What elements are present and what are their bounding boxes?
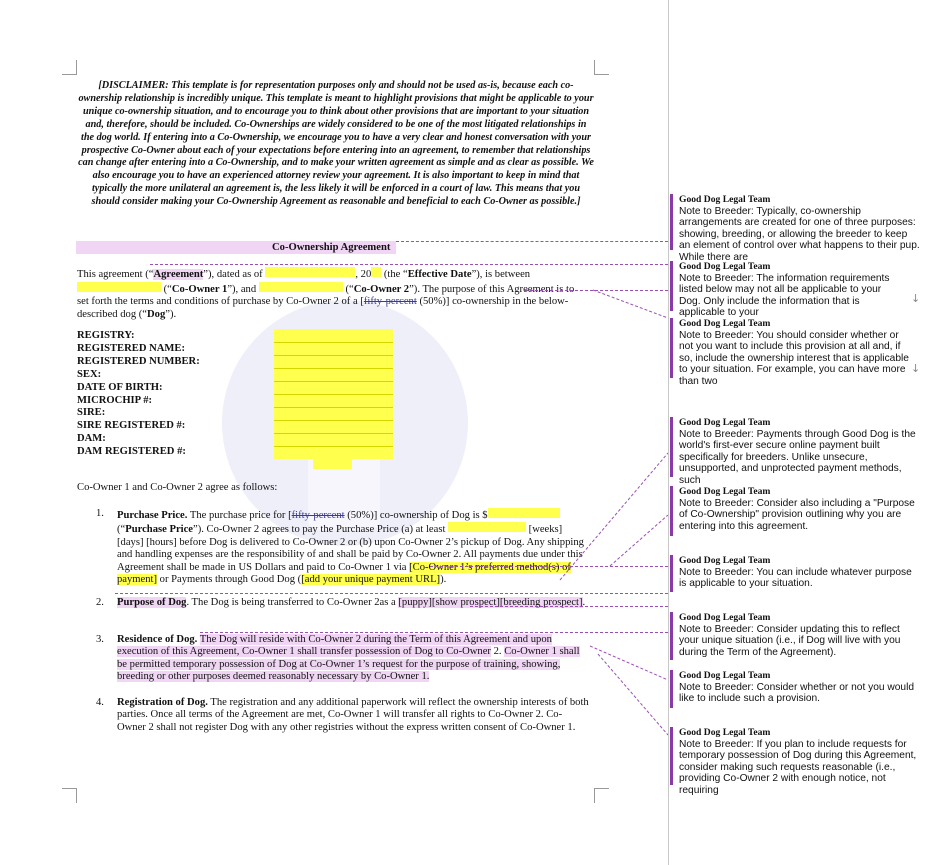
field-label: REGISTERED NAME: [77, 342, 186, 354]
comment-author: Good Dog Legal Team [679, 417, 771, 428]
comment-anchor-line [200, 632, 668, 633]
comment-anchor-line [525, 290, 668, 291]
comment-bar [670, 670, 673, 708]
comment-author: Good Dog Legal Team [679, 194, 771, 205]
comment-author: Good Dog Legal Team [679, 612, 771, 623]
comment-text: Note to Breeder: Payments through Good Dog is the world's first-ever secure online payment built specifically for breeders. Unlike unsecure, unsupported, and unprotected payment methods, such [679, 428, 916, 486]
item-number: 3. [96, 634, 104, 645]
comment-text: Note to Breeder: If you plan to include requests for temporary possession of Dog during this Agreement, consider making such requests reasonable (i.e., providing Co-Owner 2 with enough notice, not requiring [679, 738, 917, 796]
comment-text: Note to Breeder: Consider updating this to reflect your unique situation (i.e., if Dog will live with you during the Term of the Agreement). [679, 623, 901, 658]
comment-text: Note to Breeder: You can include whatever purpose is applicable to your situation. [679, 566, 912, 590]
crop-mark-bottom-right [594, 788, 609, 803]
comment-text: Note to Breeder: Typically, co-ownership arrangements are created for one of three purposes: showing, breeding, or allowing the breeder to keep an element of control over what happens to their pup. While there are [679, 205, 920, 263]
item-registration-of-dog[interactable]: Registration of Dog. The registration and any additional paperwork will reflect the ownership interests of both parties. Once all terms of the Agreement are met, Co-Owner 1 will transfer all rights to Co-Owner 2. Co-Owner 2 shall not register Dog with any other registries without the express written consent of Co-Owner 1. [117, 697, 589, 733]
comment-author: Good Dog Legal Team [679, 670, 771, 681]
comment-card[interactable] [679, 555, 921, 590]
field-label: DATE OF BIRTH: [77, 381, 163, 393]
comment-anchor-line [470, 606, 668, 607]
comment-bar [670, 727, 673, 785]
comment-text: Note to Breeder: You should consider whether or not you want to include this provision at all and, if so, include the ownership interest that is applicable to your situation. For example, you can have more than two [679, 329, 909, 387]
comment-anchor-line [396, 241, 668, 242]
comment-author: Good Dog Legal Team [679, 261, 771, 272]
comment-author: Good Dog Legal Team [679, 555, 771, 566]
comment-bar [670, 612, 673, 660]
comment-text: Note to Breeder: The information requirements listed below may not all be applicable to your Dog. Only include the information that is applicable to your [679, 272, 890, 319]
comment-card[interactable] [679, 194, 921, 263]
intro-paragraph[interactable]: This agreement (“Agreement”), dated as of , 20 (the “Effective Date”), is between (“Co-Owner 1”), and (“Co-Owner 2”). The purpose of this Agreement is to set forth the terms and conditions of purchase by Co-Owner 2 of a [fifty-percent (50%)] co-ownership in the below-described dog (“Dog”). [77, 269, 575, 320]
agreement-title: Co-Ownership Agreement [272, 242, 391, 253]
comment-bar [670, 318, 673, 378]
comment-card[interactable] [679, 727, 921, 796]
comment-card[interactable] [679, 486, 921, 532]
comment-anchor-line [430, 566, 668, 567]
item-residence-of-dog[interactable]: Residence of Dog. The Dog will reside with Co-Owner 2 during the Term of this Agreement and upon execution of this Agreement, Co-Owner 1 shall transfer possession of Dog to Co-Owner 2. Co-Owner 1 shall be permitted temporary possession of Dog at Co-Owner 1’s request for the purpose of training, showing, breeding or other purposes deemed reasonably necessary by Co-Owner 1. [117, 634, 580, 683]
field-label: DAM REGISTERED #: [77, 446, 186, 458]
disclaimer-text[interactable]: [DISCLAIMER: This template is for representation purposes only and should not be used as-is, because each co-ownership relationship is incredibly unique. This template is meant to highlight provisions that might be applicable to your unique co-ownership situation, and to encourage you to think about other provisions that are important to your situation and, therefore, should be included. Co-Ownerships are widely considered to be one of the most litigated relationships in the dog world. If entering into a Co-Ownership, we encourage you to have a very clear and honest conversation with your prospective Co-Owner about each of your expectations before entering into an agreement, to remember that relationships can change after entering into a Co-Ownership, and to make your written agreement as simple and as clear as possible. We also encourage you to have an experienced attorney review your agreement. It is also important to keep in mind that typically the more unilateral an agreement is, the less likely it will be enforced in a court of law. This means that you should consider making your Co-Ownership Agreement as reasonable and beneficial to each Co-Owner as possible.] [78, 80, 594, 208]
item-purpose-of-dog[interactable]: Purpose of Dog. The Dog is being transferred to Co-Owner 2as a [puppy][show prospect][breeding prospect]. [117, 597, 586, 608]
comment-bar [670, 261, 673, 311]
field-label: DAM: [77, 433, 106, 445]
comment-card[interactable] [679, 417, 921, 486]
agreement-title-highlight[interactable] [76, 241, 396, 254]
field-values-highlight[interactable] [274, 329, 393, 459]
field-label: SEX: [77, 368, 102, 380]
comment-bar [670, 194, 673, 250]
comment-card[interactable] [679, 261, 921, 319]
comment-bar [670, 417, 673, 477]
item-purchase-price[interactable]: Purchase Price. The purchase price for [fifty-percent (50%)] co-ownership of Dog is $ (“Purchase Price”). Co-Owner 2 agrees to pay the Purchase Price (a) at least [weeks] [days] [hours] before Dog is delivered to Co-Owner 2 or (b) upon Co-Owner 2’s pickup of Dog. Any shipping and handling expenses are the responsibility of and shall be paid by Co-Owner 2. All payments due under this Agreement shall be made in US Dollars and paid to Co-Owner 1 via [Co-Owner 1’s preferred method(s) of payment] or Payments through Good Dog ([add your unique payment URL]). [117, 510, 584, 586]
comment-author: Good Dog Legal Team [679, 486, 771, 497]
crop-mark-top-right [594, 60, 609, 75]
field-value-tail-highlight [313, 459, 352, 469]
field-label: REGISTRY: [77, 330, 135, 341]
field-label: REGISTERED NUMBER: [77, 355, 200, 367]
comment-author: Good Dog Legal Team [679, 727, 771, 738]
arrow-down-icon[interactable]: ↓ [911, 292, 921, 305]
comment-card[interactable] [679, 670, 921, 705]
arrow-down-icon[interactable]: ↓ [911, 362, 921, 375]
dog-info-fields [77, 330, 200, 459]
comment-card[interactable] [679, 318, 921, 387]
field-label: SIRE REGISTERED #: [77, 420, 186, 432]
comment-anchor-line [150, 264, 668, 265]
comment-bar [670, 486, 673, 536]
comment-text: Note to Breeder: Consider also including a "Purpose of Co-Ownership" provision outlining why you are entering into this agreement. [679, 497, 915, 532]
crop-mark-top-left [62, 60, 77, 75]
item-number: 4. [96, 697, 104, 708]
agree-text[interactable]: Co-Owner 1 and Co-Owner 2 agree as follows: [77, 482, 278, 493]
crop-mark-bottom-left [62, 788, 77, 803]
comment-text: Note to Breeder: Consider whether or not you would like to include such a provision. [679, 681, 915, 705]
comment-bar [670, 555, 673, 592]
comment-card[interactable] [679, 612, 921, 658]
field-label: SIRE: [77, 407, 106, 419]
comment-author: Good Dog Legal Team [679, 318, 771, 329]
item-number: 2. [96, 597, 104, 608]
field-label: MICROCHIP #: [77, 394, 153, 406]
item-number: 1. [96, 508, 104, 519]
comment-anchor-line [115, 593, 668, 594]
